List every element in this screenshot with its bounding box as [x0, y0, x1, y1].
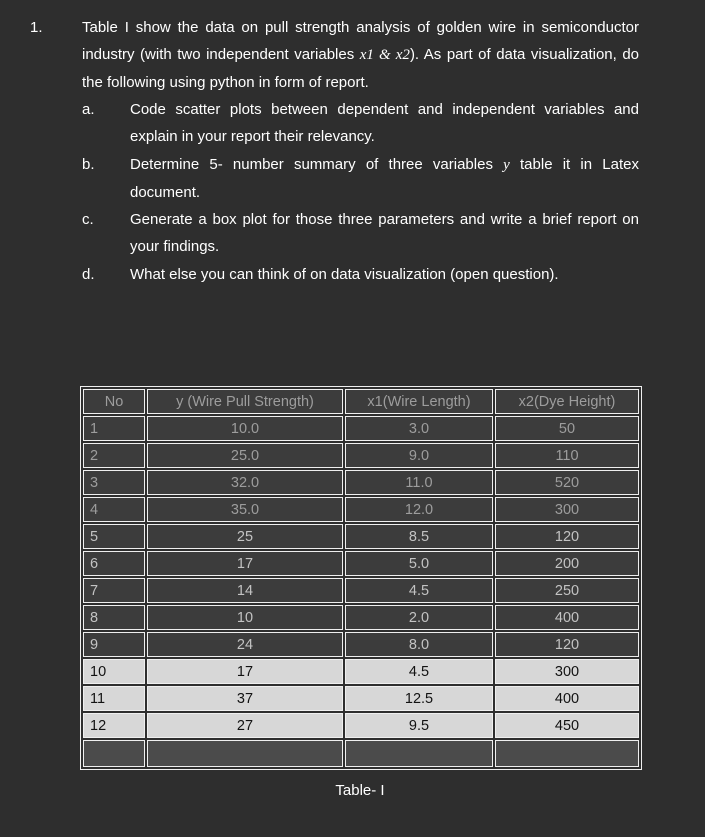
- sub-item-d: [82, 261, 639, 289]
- cell-no: 3: [83, 470, 145, 495]
- sub-item-a: [82, 96, 639, 151]
- question-1: [30, 14, 639, 289]
- table-row: [83, 659, 639, 684]
- cell-x2: 400: [495, 605, 639, 630]
- col-header-y: y (Wire Pull Strength): [147, 389, 343, 414]
- cell-no: 4: [83, 497, 145, 522]
- sub-item-text-pre: Generate a box plot for those three parameters and write a brief report on your findings.: [130, 211, 639, 255]
- cell-y: 17: [147, 659, 343, 684]
- cell-x2: 300: [495, 659, 639, 684]
- sub-item-text: [130, 151, 639, 206]
- cell-x1: 9.0: [345, 443, 493, 468]
- table-row: [83, 416, 639, 441]
- cell-empty: [147, 740, 343, 767]
- cell-no: 2: [83, 443, 145, 468]
- cell-y: 10.0: [147, 416, 343, 441]
- table-header-row: [83, 389, 639, 414]
- cell-x1: 8.5: [345, 524, 493, 549]
- question-intro: [82, 14, 639, 96]
- cell-x2: 400: [495, 686, 639, 711]
- cell-x2: 50: [495, 416, 639, 441]
- cell-x1: 12.0: [345, 497, 493, 522]
- sub-item-c: [82, 206, 639, 261]
- table-row: [83, 470, 639, 495]
- table-row: [83, 605, 639, 630]
- col-header-no: No: [83, 389, 145, 414]
- cell-x2: 250: [495, 578, 639, 603]
- cell-no: 6: [83, 551, 145, 576]
- cell-no: 8: [83, 605, 145, 630]
- sub-item-label: c.: [82, 211, 94, 228]
- cell-empty: [83, 740, 145, 767]
- cell-y: 14: [147, 578, 343, 603]
- col-header-x1: x1(Wire Length): [345, 389, 493, 414]
- cell-x2: 300: [495, 497, 639, 522]
- sub-item-text: [130, 96, 639, 151]
- intro-text-pre: Table I show the data on pull strength analysis of golden wire in semiconductor industry (with two independent variables: [82, 19, 639, 63]
- cell-x2: 520: [495, 470, 639, 495]
- cell-no: 1: [83, 416, 145, 441]
- cell-x1: 8.0: [345, 632, 493, 657]
- table-row: [83, 524, 639, 549]
- cell-y: 27: [147, 713, 343, 738]
- table-row: [83, 551, 639, 576]
- cell-x1: 3.0: [345, 416, 493, 441]
- table-row: [83, 686, 639, 711]
- cell-x1: 11.0: [345, 470, 493, 495]
- cell-no: 5: [83, 524, 145, 549]
- sub-item-label: a.: [82, 101, 95, 118]
- data-table-container: [80, 386, 640, 770]
- cell-x1: 2.0: [345, 605, 493, 630]
- table-caption: Table- I: [335, 782, 385, 799]
- sub-item-text-post: table it in Latex document.: [130, 156, 639, 201]
- table-row-empty: [83, 740, 639, 767]
- cell-y: 32.0: [147, 470, 343, 495]
- sub-item-text-pre: What else you can think of on data visualization (open question).: [130, 266, 559, 283]
- cell-y: 10: [147, 605, 343, 630]
- table-row: [83, 713, 639, 738]
- question-number: 1.: [30, 19, 43, 36]
- cell-x2: 200: [495, 551, 639, 576]
- sub-item-label: b.: [82, 156, 95, 173]
- sub-item-text-pre: Determine 5- number summary of three variables: [130, 156, 504, 173]
- cell-x2: 120: [495, 524, 639, 549]
- cell-x1: 12.5: [345, 686, 493, 711]
- sub-item-label: d.: [82, 266, 95, 283]
- cell-empty: [495, 740, 639, 767]
- cell-y: 17: [147, 551, 343, 576]
- table-row: [83, 578, 639, 603]
- sub-item-b: [82, 151, 639, 206]
- table-row: [83, 497, 639, 522]
- sub-item-text: [130, 261, 639, 289]
- table-row: [83, 443, 639, 468]
- math-variables-x1-x2: x1 & x2: [359, 47, 410, 63]
- cell-x2: 450: [495, 713, 639, 738]
- cell-x1: 4.5: [345, 659, 493, 684]
- cell-x1: 5.0: [345, 551, 493, 576]
- cell-y: 37: [147, 686, 343, 711]
- cell-y: 25.0: [147, 443, 343, 468]
- cell-no: 9: [83, 632, 145, 657]
- table-row: [83, 632, 639, 657]
- sub-item-text: [130, 206, 639, 261]
- cell-y: 24: [147, 632, 343, 657]
- cell-y: 35.0: [147, 497, 343, 522]
- cell-no: 11: [83, 686, 145, 711]
- cell-no: 12: [83, 713, 145, 738]
- math-variable-y: y: [503, 157, 510, 173]
- cell-no: 7: [83, 578, 145, 603]
- intro-text-post: ). As part of data visualization, do the following using python in form of report.: [82, 46, 640, 91]
- cell-x2: 110: [495, 443, 639, 468]
- data-table: [80, 386, 642, 770]
- question-content: [82, 14, 639, 289]
- cell-x1: 9.5: [345, 713, 493, 738]
- col-header-x2: x2(Dye Height): [495, 389, 639, 414]
- sub-item-text-pre: Code scatter plots between dependent and independent variables and explain in your report their relevancy.: [130, 101, 639, 145]
- cell-x1: 4.5: [345, 578, 493, 603]
- cell-no: 10: [83, 659, 145, 684]
- cell-x2: 120: [495, 632, 639, 657]
- cell-empty: [345, 740, 493, 767]
- cell-y: 25: [147, 524, 343, 549]
